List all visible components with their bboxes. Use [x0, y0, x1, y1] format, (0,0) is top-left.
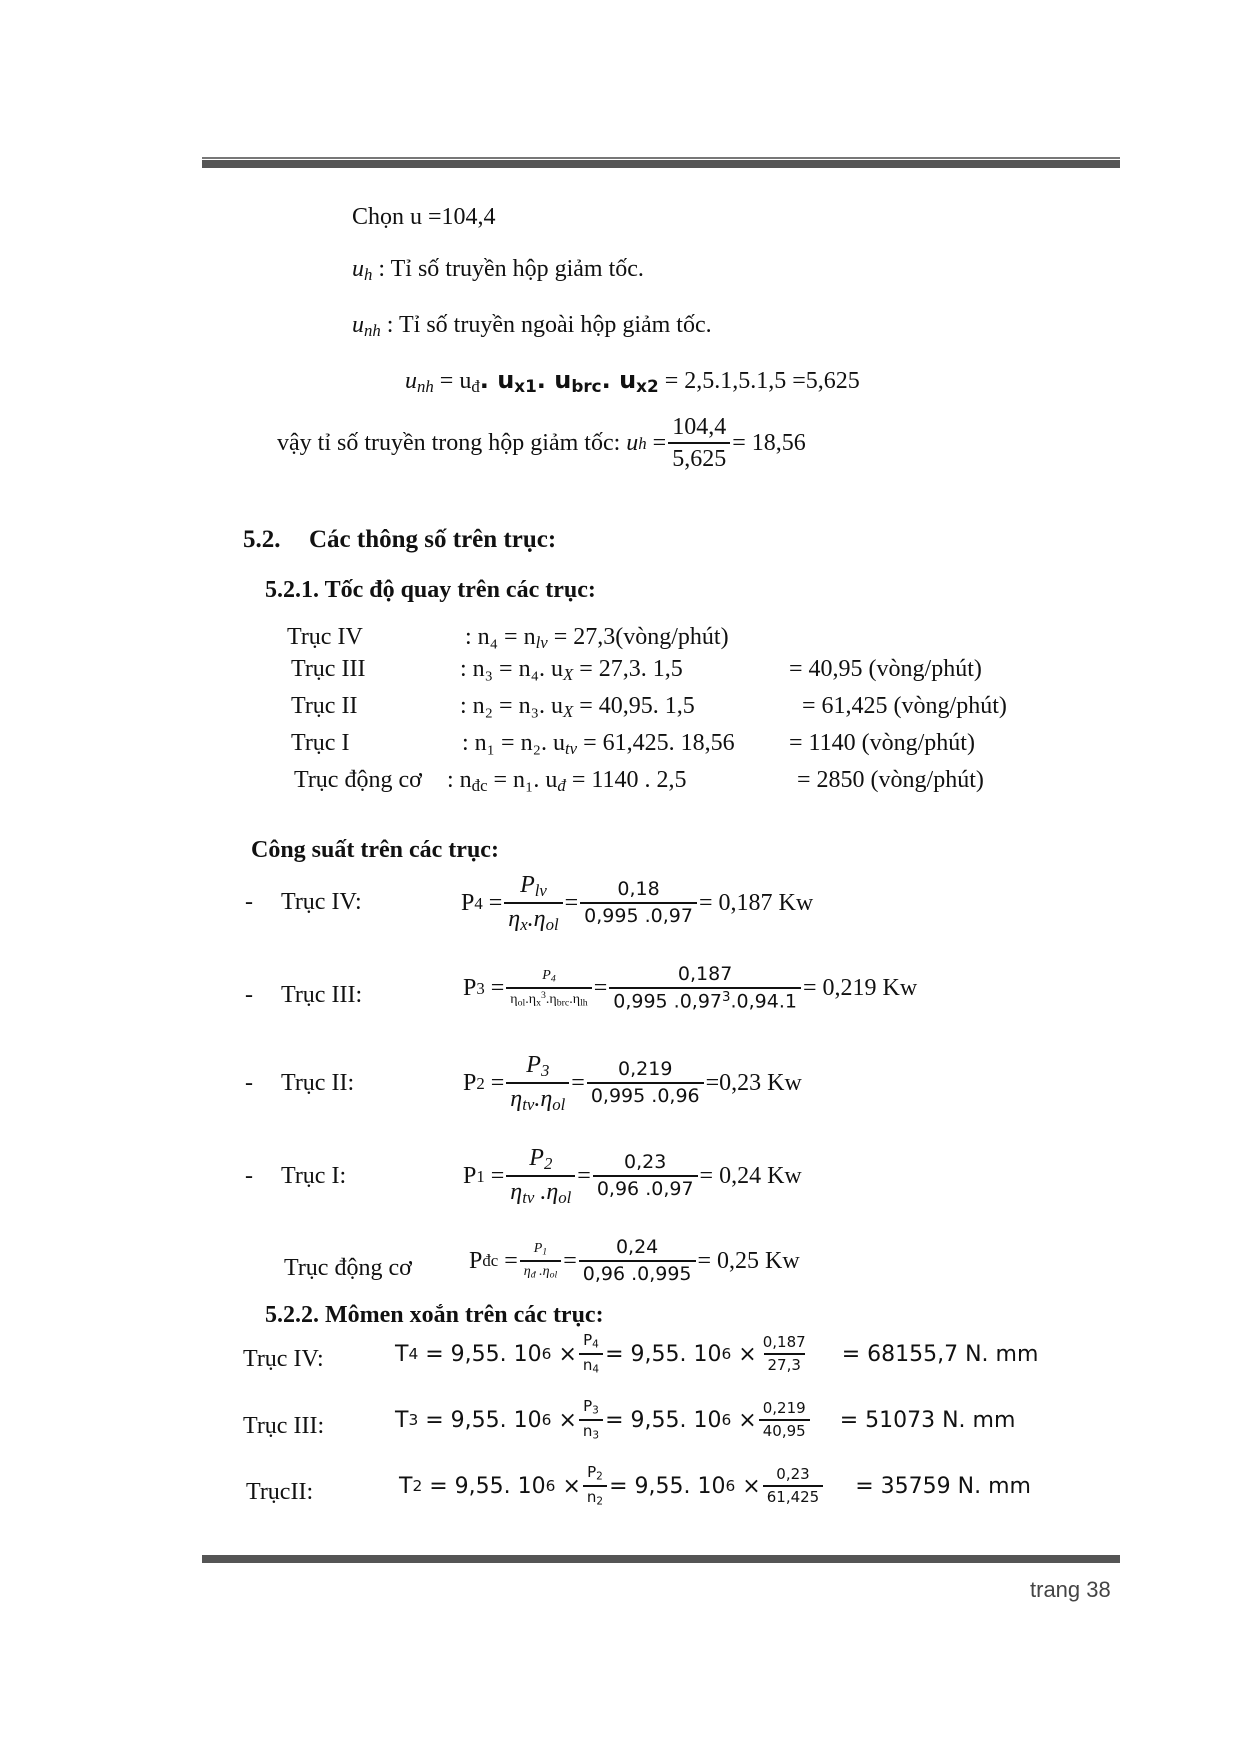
torque-fraction-symbolic: $\frac{P_2}{n_2}$	[583, 1465, 607, 1508]
speed-row-formula: : n₃ = n₄. $u_X = 27,3$. 1,5	[460, 656, 683, 685]
torque-row-name: Trục III:	[243, 1413, 325, 1439]
power-row-dash: -	[245, 889, 253, 915]
section-5-2-2-title: 5.2.2. Mômen xoắn trên các trục:	[265, 1302, 604, 1328]
torque-row-formula: T 3 = 9,55. 10 6 × $\frac{P_3}{n_3}$ = 9,55. 10 6 × $\frac{0,219}{40,95}$ = 51073 N. mm	[395, 1397, 1016, 1442]
torque-fraction-numeric: $\frac{0,23}{61,425}$	[763, 1467, 824, 1505]
power-row-formula: P đc = $\frac{P_1}{\eta_đ .\eta_{ol}}$ = $\frac{0,24}{0,96 .0,995}$ = 0,25 Kw	[469, 1236, 800, 1285]
speed-row-name: Trục II	[291, 693, 358, 719]
footer-rule	[202, 1555, 1120, 1563]
power-fraction-symbolic: $\frac{P_2}{\eta_{tv} .\eta_{ol}}$	[506, 1146, 575, 1207]
section-5-2-number: 5.2.	[243, 526, 281, 553]
speed-row-formula: : $n_{đc} = n_1$. $u_đ = 1140$ . 2,5	[447, 767, 687, 796]
uh-result-line: vậy tỉ số truyền trong hộp giảm tốc: u h = $\frac{104,4}{5,625}$ = 18,56	[277, 414, 806, 473]
torque-row-formula: T 2 = 9,55. 10 6 × $\frac{P_2}{n_2}$ = 9,55. 10 6 × $\frac{0,23}{61,425}$ = 35759 N. mm	[399, 1463, 1031, 1508]
speed-row-result: = 2850 (vòng/phút)	[797, 767, 984, 793]
power-fraction-numeric: $\frac{0,23}{0,96 .0,97}$	[593, 1153, 698, 1200]
unh-definition: $u_{nh}$ : Tỉ số truyền ngoài hộp giảm tốc.	[352, 312, 712, 341]
speed-row-formula: : $n_4 = n_{lv}$ = 27,3(vòng/phút)	[465, 624, 729, 653]
power-row-formula: P 3 = $\frac{P_4}{\eta_{ol}.\eta_x^3.\eta_{brc}.\eta_{lh}}$ = $\frac{0,187}{0,995 .0,97^3.0,94.1}$ = 0,219 Kw	[463, 963, 918, 1013]
torque-fraction-symbolic: $\frac{P_3}{n_3}$	[579, 1399, 603, 1442]
torque-fraction-numeric: $\frac{0,219}{40,95}$	[759, 1401, 810, 1439]
power-row-name: Trục III:	[281, 982, 363, 1008]
section-5-2-title: Các thông số trên trục:	[309, 526, 557, 553]
unh-symbol: u	[352, 312, 364, 338]
speed-row-result: = 61,425 (vòng/phút)	[802, 693, 1007, 719]
power-fraction-symbolic: $\frac{P_4}{\eta_{ol}.\eta_x^3.\eta_{brc}.\eta_{lh}}$	[506, 969, 591, 1009]
torque-row-formula: T 4 = 9,55. 10 6 × $\frac{P_4}{n_4}$ = 9,55. 10 6 × $\frac{0,187}{27,3}$ = 68155,7 N. mm	[395, 1331, 1039, 1376]
power-fraction-numeric: $\frac{0,219}{0,995 .0,96}$	[587, 1060, 704, 1107]
unh-equation: $u_{nh} = u_đ$. $u_{x1}$. $u_{brc}$. $u_{x2} = 2,5.1,5.1,5 =5,625$	[405, 366, 860, 397]
torque-fraction-symbolic: $\frac{P_4}{n_4}$	[579, 1333, 603, 1376]
power-row-name: Trục động cơ	[284, 1255, 412, 1281]
torque-fraction-numeric: $\frac{0,187}{27,3}$	[762, 1333, 806, 1375]
speed-row-formula: : n₂ = n₃. $u_X = 40,95$. 1,5	[460, 693, 695, 722]
uh-symbol: u	[352, 256, 364, 282]
speed-row-formula: : n₁ = n₂. $u_{tv} = 61,425$. 18,56	[462, 730, 735, 759]
header-rule	[202, 160, 1120, 168]
power-fraction-numeric: $\frac{0,18}{0,995 .0,97}$	[580, 880, 697, 927]
speed-row-name: Trục III	[291, 656, 366, 682]
power-fraction-numeric: $\frac{0,24}{0,96 .0,995}$	[579, 1238, 696, 1285]
power-row-dash: -	[245, 1163, 253, 1189]
power-row-formula: P 1 = $\frac{P_2}{\eta_{tv} .\eta_{ol}}$ = $\frac{0,23}{0,96 .0,97}$ = 0,24 Kw	[463, 1145, 802, 1207]
power-row-name: Trục II:	[281, 1070, 355, 1096]
power-row-formula: P 4 = $\frac{P_{lv}}{\eta_x.\eta_{ol}}$ = $\frac{0,18}{0,995 .0,97}$ = 0,187 Kw	[461, 872, 814, 934]
power-row-dash: -	[245, 1070, 253, 1096]
unh-desc: : Tỉ số truyền ngoài hộp giảm tốc.	[386, 312, 712, 338]
speed-row-result: = 1140 (vòng/phút)	[789, 730, 975, 756]
page-number: trang 38	[1030, 1577, 1111, 1602]
speed-row-result: = 40,95 (vòng/phút)	[789, 656, 982, 682]
speed-row-name: Trục IV	[287, 624, 363, 650]
uh-definition: $u_h$ : Tỉ số truyền hộp giảm tốc.	[352, 256, 644, 285]
power-row-dash: -	[245, 982, 253, 1008]
header-rule-thin	[202, 157, 1120, 159]
torque-row-name: Trục IV:	[243, 1346, 324, 1372]
speed-row-name: Trục I	[291, 730, 350, 756]
power-fraction-symbolic: $\frac{P_1}{\eta_đ .\eta_{ol}}$	[520, 1242, 561, 1281]
torque-row-name: TrụcII:	[246, 1479, 314, 1505]
power-title: Công suất trên các trục:	[251, 837, 499, 863]
power-row-name: Trục IV:	[281, 889, 362, 915]
power-fraction-numeric: $\frac{0,187}{0,995 .0,97^3.0,94.1}$	[609, 965, 801, 1012]
speed-row-name: Trục động cơ	[294, 767, 422, 793]
power-row-name: Trục I:	[281, 1163, 347, 1189]
chon-u-line: Chọn u =104,4	[352, 204, 496, 230]
section-5-2-1-title: 5.2.1. Tốc độ quay trên các trục:	[265, 577, 596, 603]
power-fraction-symbolic: $\frac{P_3}{\eta_{tv}.\eta_{ol}}$	[506, 1053, 569, 1114]
power-row-formula: P 2 = $\frac{P_3}{\eta_{tv}.\eta_{ol}}$ = $\frac{0,219}{0,995 .0,96}$ =0,23 Kw	[463, 1052, 802, 1114]
power-fraction-symbolic: $\frac{P_{lv}}{\eta_x.\eta_{ol}}$	[504, 873, 562, 934]
uh-desc: : Tỉ số truyền hộp giảm tốc.	[378, 256, 644, 282]
uh-fraction: $\frac{104,4}{5,625}$	[668, 415, 730, 473]
